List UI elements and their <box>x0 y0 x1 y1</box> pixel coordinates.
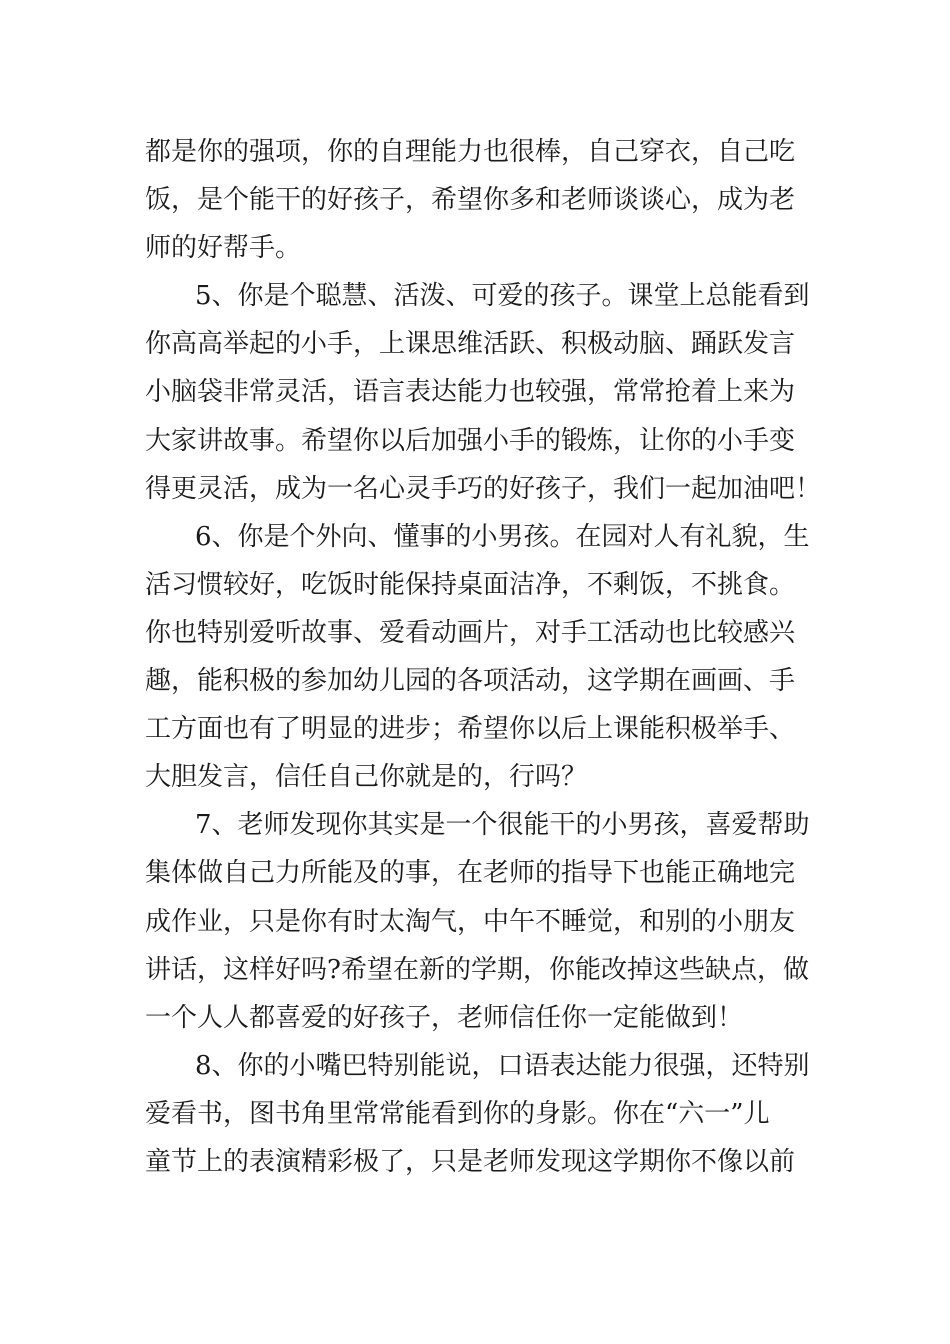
text-line: 成作业，只是你有时太淘气，中午不睡觉，和别的小朋友 <box>145 906 796 937</box>
text-line: 得更灵活，成为一名心灵手巧的好孩子，我们一起加油吧！ <box>145 473 822 504</box>
paragraph-8-start: 8、你的小嘴巴特别能说，口语表达能力很强，还特别 <box>195 1050 810 1081</box>
text-line: 一个人人都喜爱的好孩子，老师信任你一定能做到！ <box>145 1002 744 1033</box>
text-line: 集体做自己力所能及的事，在老师的指导下也能正确地完 <box>145 858 796 889</box>
paragraph-5-start: 5、你是个聪慧、活泼、可爱的孩子。课堂上总能看到 <box>195 281 810 312</box>
text-line: 趣，能积极的参加幼儿园的各项活动，这学期在画画、手 <box>145 666 796 697</box>
text-line: 大家讲故事。希望你以后加强小手的锻炼，让你的小手变 <box>145 425 796 456</box>
text-line: 爱看书，图书角里常常能看到你的身影。你在“六一”儿 <box>145 1098 770 1129</box>
text-line: 你也特别爱听故事、爱看动画片，对手工活动也比较感兴 <box>145 617 796 648</box>
paragraph-7-start: 7、老师发现你其实是一个很能干的小男孩，喜爱帮助 <box>195 810 810 841</box>
text-line: 大胆发言，信任自己你就是的，行吗？ <box>145 762 588 793</box>
paragraph-6-start: 6、你是个外向、懂事的小男孩。在园对人有礼貌，生 <box>195 521 810 552</box>
text-line: 小脑袋非常灵活，语言表达能力也较强，常常抢着上来为 <box>145 377 796 408</box>
text-line: 讲话，这样好吗?希望在新的学期，你能改掉这些缺点，做 <box>145 954 809 985</box>
text-line: 师的好帮手。 <box>145 233 302 264</box>
text-line: 你高高举起的小手，上课思维活跃、积极动脑、踊跃发言 <box>145 329 796 360</box>
text-line: 饭，是个能干的好孩子，希望你多和老师谈谈心，成为老 <box>145 185 796 216</box>
text-line: 童节上的表演精彩极了，只是老师发现这学期你不像以前 <box>145 1146 796 1177</box>
text-line: 都是你的强项，你的自理能力也很棒，自己穿衣，自己吃 <box>145 137 796 167</box>
document-body <box>145 128 822 1186</box>
text-line: 工方面也有了明显的进步；希望你以后上课能积极举手、 <box>145 714 796 745</box>
text-line: 活习惯较好，吃饭时能保持桌面洁净，不剩饭，不挑食。 <box>145 569 796 600</box>
